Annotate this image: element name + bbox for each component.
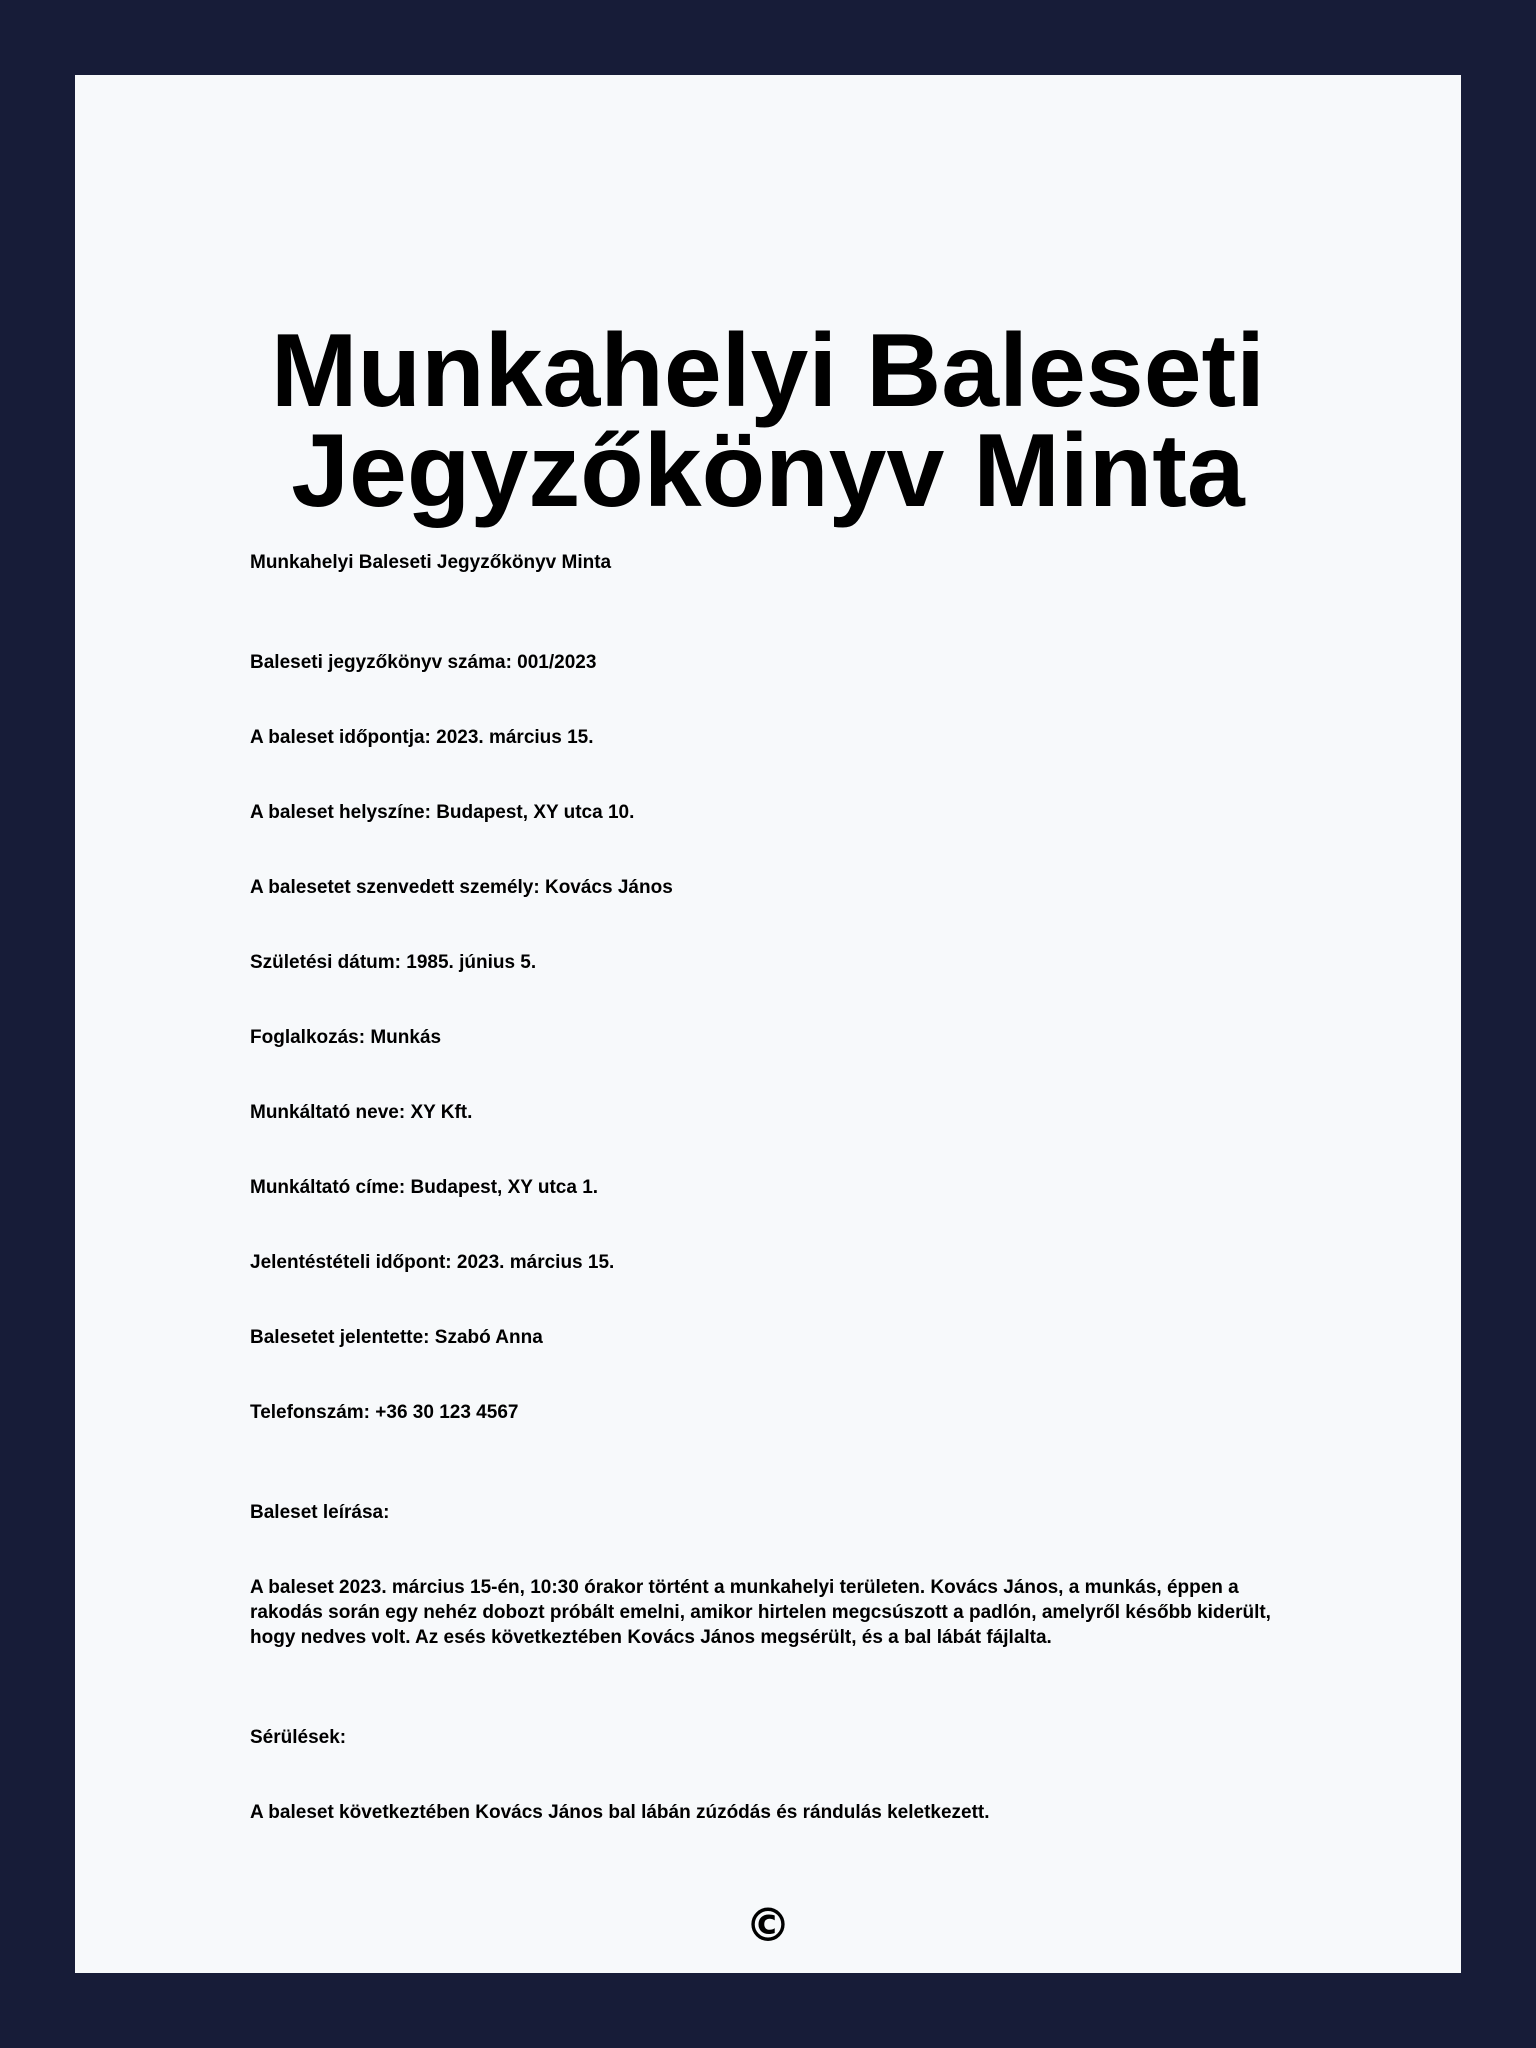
field-phone: Telefonszám: +36 30 123 4567 (250, 1402, 519, 1423)
document-title: Munkahelyi Baleseti Jegyzőkönyv Minta (270, 313, 1266, 529)
field-injured-person: A balesetet szenvedett személy: Kovács János (250, 877, 673, 898)
field-accident-location: A baleset helyszíne: Budapest, XY utca 10. (250, 802, 635, 823)
field-report-date: Jelentéstételi időpont: 2023. március 15. (250, 1252, 615, 1273)
field-accident-date: A baleset időpontja: 2023. március 15. (250, 727, 594, 748)
description-text: A baleset 2023. március 15-én, 10:30 órakor történt a munkahelyi területen. Kovács János, a munkás, éppen a rakodás során egy nehéz dobozt próbált emelni, amikor hirtelen megcsúszott a padlón, amelyről később kiderült, hogy nedves volt. Az esés következtében Kovács János megsérült, és a bal lábát fájlalta. (250, 1577, 1271, 1648)
field-birth-date: Születési dátum: 1985. június 5. (250, 952, 537, 973)
field-employer-address: Munkáltató címe: Budapest, XY utca 1. (250, 1177, 599, 1198)
injuries-text: A baleset következtében Kovács János bal lábán zúzódás és rándulás keletkezett. (250, 1802, 990, 1823)
injuries-heading: Sérülések: (250, 1727, 347, 1748)
document-page (75, 75, 1461, 1973)
description-heading: Baleset leírása: (250, 1502, 390, 1523)
field-occupation: Foglalkozás: Munkás (250, 1027, 442, 1048)
copyright-icon: © (745, 1898, 791, 1952)
field-employer-name: Munkáltató neve: XY Kft. (250, 1102, 473, 1123)
field-report-number: Baleseti jegyzőkönyv száma: 001/2023 (250, 652, 597, 673)
document-subtitle: Munkahelyi Baleseti Jegyzőkönyv Minta (250, 552, 612, 573)
field-reported-by: Balesetet jelentette: Szabó Anna (250, 1327, 543, 1348)
